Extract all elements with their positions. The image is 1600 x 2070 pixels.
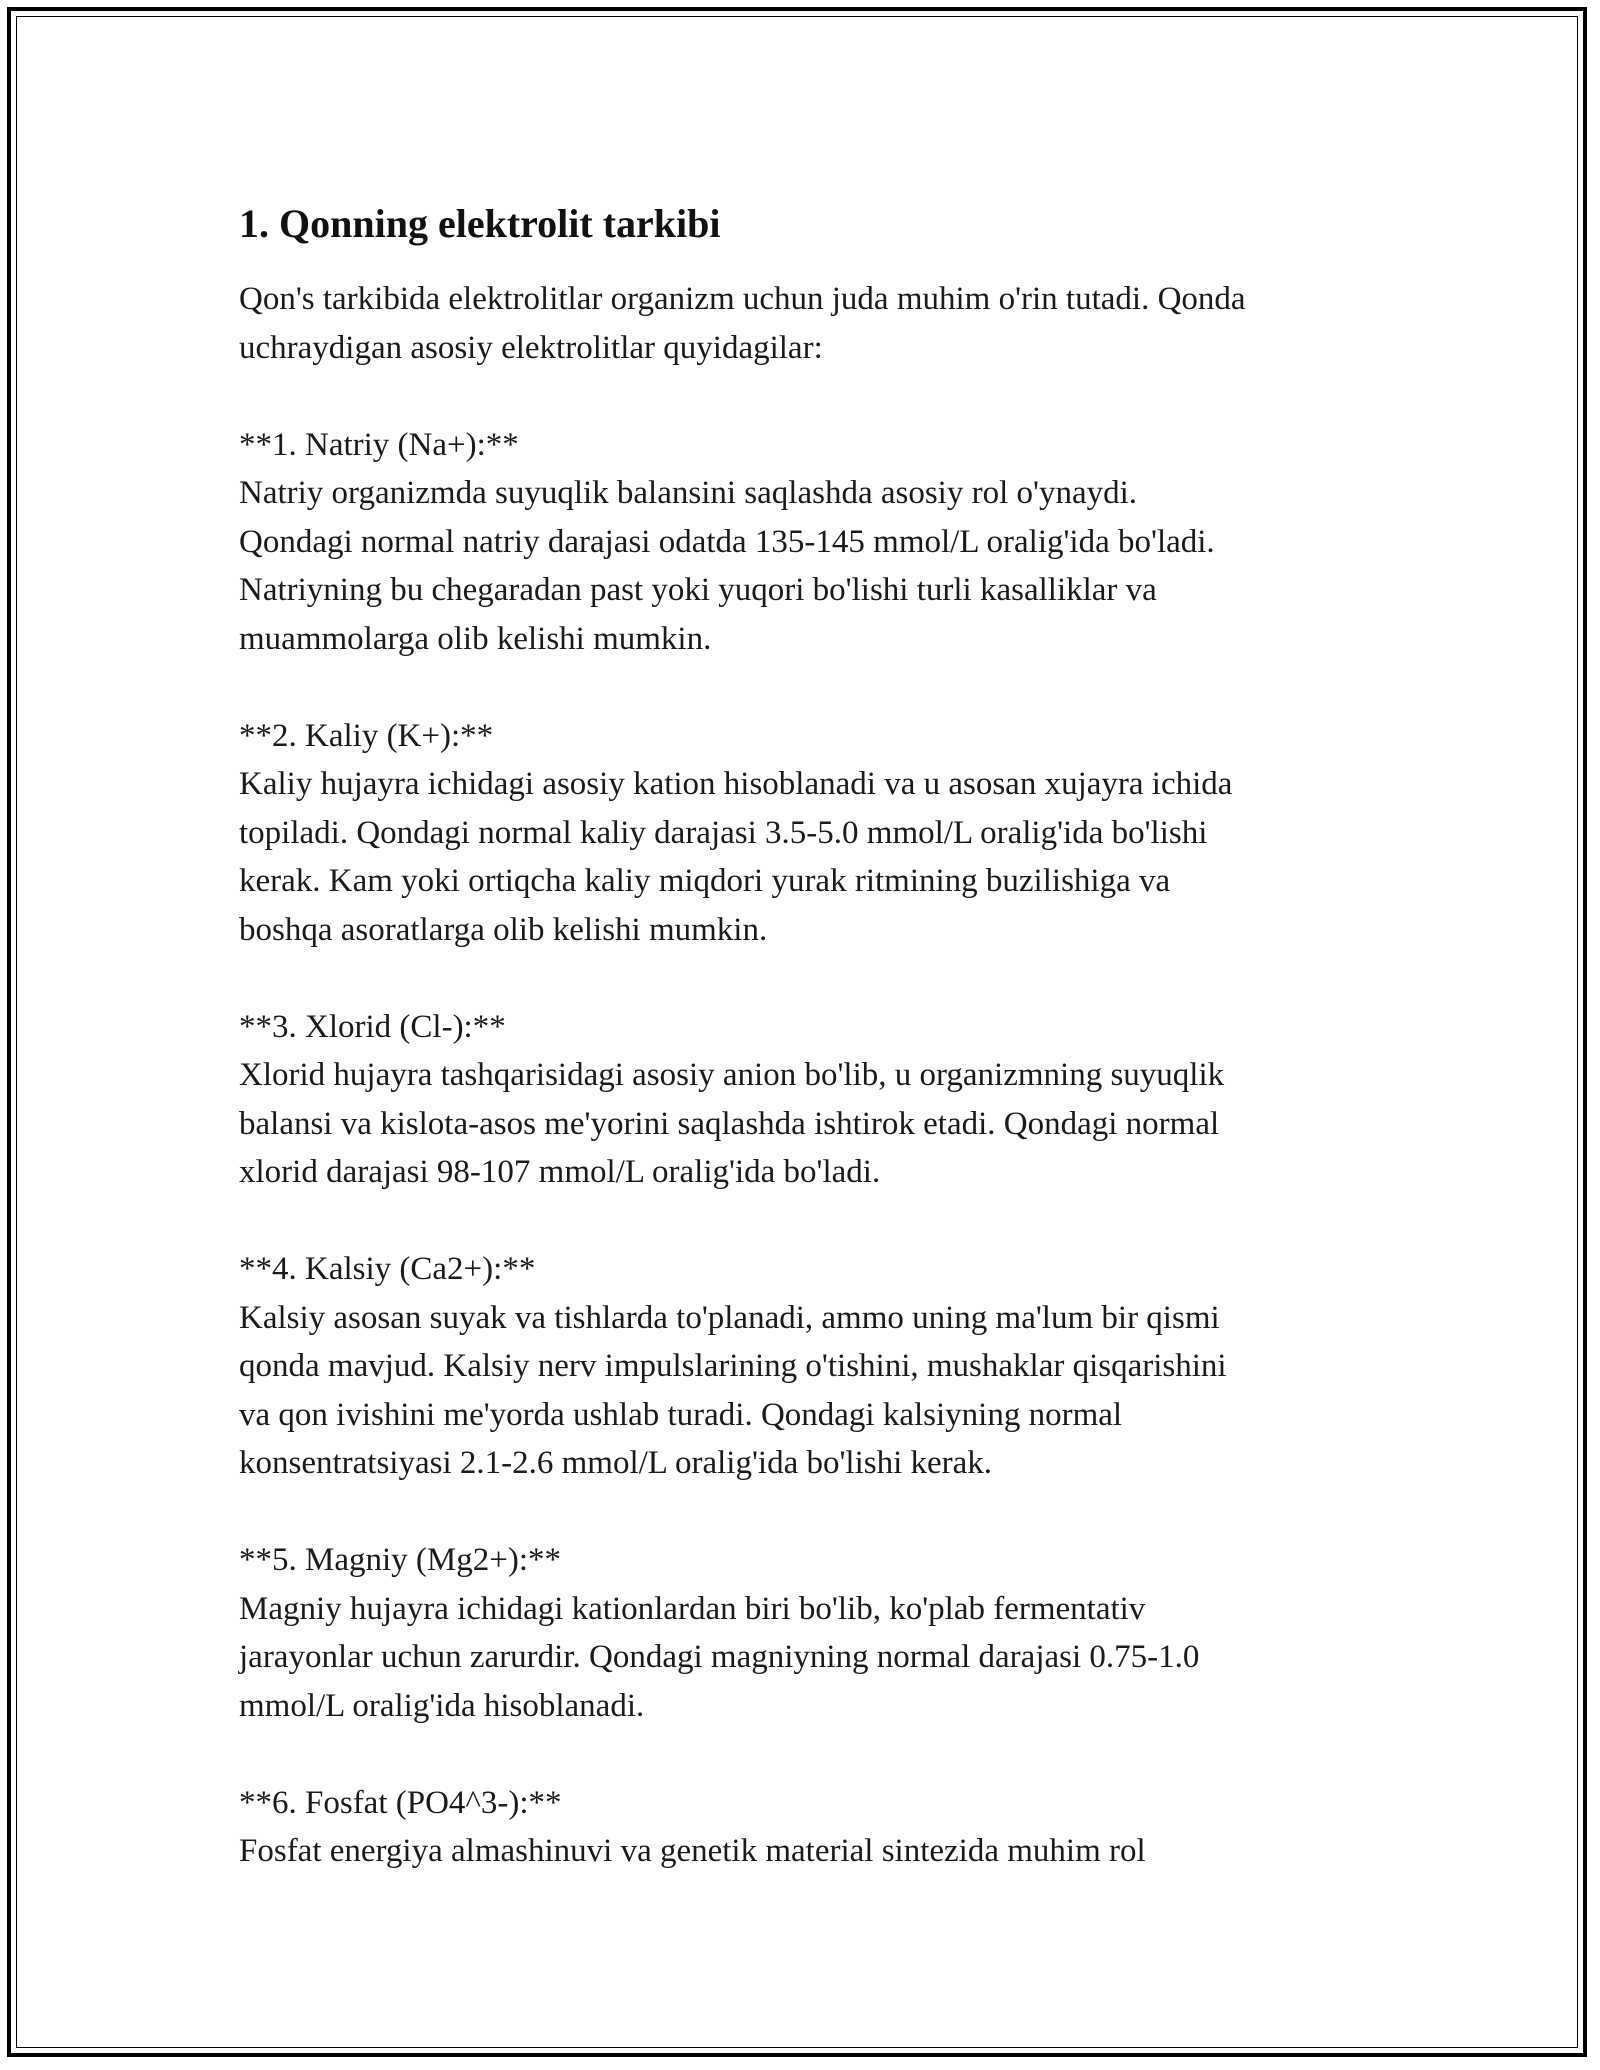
intro-paragraph: Qon's tarkibida elektrolitlar organizm uchun juda muhim o'rin tutadi. Qonda uchraydigan asosiy elektrolitlar quyidagilar: xyxy=(239,281,1246,366)
document-content xyxy=(239,199,1389,1876)
section-heading-kaliy: **2. Kaliy (K+):** xyxy=(239,717,494,754)
section-body-kaliy: Kaliy hujayra ichidagi asosiy kation hisoblanadi va u asosan xujayra ichida topiladi. Qondagi normal kaliy darajasi 3.5-5.0 mmol/L oralig'ida bo'lishi kerak. Kam yoki ortiqcha kaliy miqdori yurak ritmining buzilishiga va boshqa asoratlarga olib kelishi mumkin. xyxy=(239,766,1233,948)
section-heading-kalsiy: **4. Kalsiy (Ca2+):** xyxy=(239,1251,536,1287)
section-body-natriy: Natriy organizmda suyuqlik balansini saqlashda asosiy rol o'ynaydi. Qondagi normal natriy darajasi odatda 135-145 mmol/L oralig'ida bo'ladi. Natriyning bu chegaradan past yoki yuqori bo'lishi turli kasalliklar va muammolarga olib kelishi mumkin. xyxy=(239,475,1215,657)
section-body-kalsiy: Kalsiy asosan suyak va tishlarda to'planadi, ammo uning ma'lum bir qismi qonda mavjud. Kalsiy nerv impulslarining o'tishini, mushaklar qisqarishini va qon ivishini me'yorda ushlab turadi. Qondagi kalsiyning normal konsentratsiyasi 2.1-2.6 mmol/L oralig'ida bo'lishi kerak. xyxy=(239,1299,1227,1481)
section-heading-xlorid: **3. Xlorid (Cl-):** xyxy=(239,1008,506,1045)
section-body-xlorid: Xlorid hujayra tashqarisidagi asosiy anion bo'lib, u organizmning suyuqlik balansi va kislota-asos me'yorini saqlashda ishtirok etadi. Qondagi normal xlorid darajasi 98-107 mmol/L oralig'ida bo'ladi. xyxy=(239,1057,1225,1190)
section-heading-magniy: **5. Magniy (Mg2+):** xyxy=(239,1542,562,1578)
section-heading-fosfat: **6. Fosfat (PO4^3-):** xyxy=(239,1784,562,1821)
document-title: 1. Qonning elektrolit tarkibi xyxy=(239,201,721,246)
section-body-magniy: Magniy hujayra ichidagi kationlardan biri bo'lib, ko'plab fermentativ jarayonlar uchun zarurdir. Qondagi magniyning normal darajasi 0.75-1.0 mmol/L oralig'ida hisoblanadi. xyxy=(239,1590,1200,1724)
page-frame xyxy=(7,7,1587,2057)
document-body xyxy=(239,275,1389,1876)
section-heading-natriy: **1. Natriy (Na+):** xyxy=(239,426,519,463)
section-body-fosfat: Fosfat energiya almashinuvi va genetik material sintezida muhim rol xyxy=(239,1833,1146,1869)
